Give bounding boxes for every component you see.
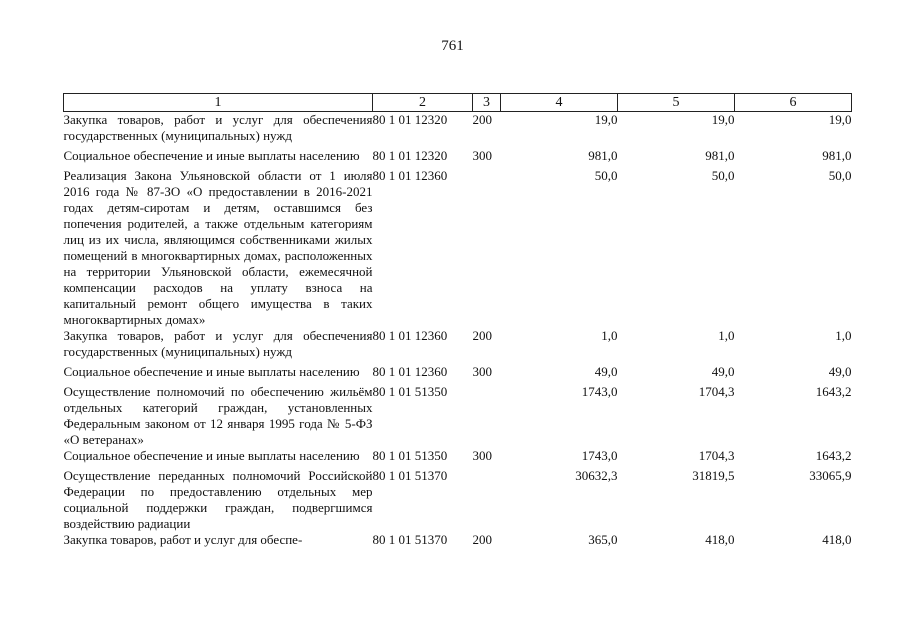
header-cell: 2 — [373, 94, 473, 112]
table-row — [64, 148, 852, 168]
row-value-1: 49,0 — [594, 364, 618, 379]
row-value-2: 19,0 — [711, 112, 735, 127]
row-type: 300 — [472, 448, 492, 463]
row-value-3: 33065,9 — [809, 468, 852, 483]
row-value-3: 1,0 — [835, 328, 852, 343]
row-name: Закупка товаров, работ и услуг для обеспе- — [63, 532, 303, 547]
row-code: 80 1 01 12320 — [372, 148, 448, 163]
table-row — [64, 168, 852, 328]
row-type: 200 — [472, 532, 492, 547]
row-code: 80 1 01 12360 — [372, 328, 448, 343]
row-name: Социальное обеспечение и иные выплаты населению — [63, 448, 360, 463]
table-row — [64, 468, 852, 532]
row-type — [473, 168, 501, 328]
row-value-2: 1704,3 — [698, 384, 735, 399]
header-cell: 4 — [501, 94, 618, 112]
row-value-1: 1743,0 — [581, 448, 618, 463]
row-value-3: 1643,2 — [815, 448, 852, 463]
row-value-1: 1,0 — [601, 328, 618, 343]
row-value-3: 418,0 — [822, 532, 852, 547]
row-name: Закупка товаров, работ и услуг для обеспечения государственных (муниципальных) нужд — [63, 112, 373, 143]
table-row — [64, 364, 852, 384]
row-value-2: 981,0 — [705, 148, 735, 163]
row-name: Осуществление полномочий по обеспечению жильём отдельных категорий граждан, установленных Федеральным законом от 12 января 1995 года № 5-ФЗ «О ветеранах» — [63, 384, 373, 447]
row-name: Осуществление переданных полномочий Российской Федерации по предоставлению отдельных мер социальной поддержки граждан, подвергшимся воздействию радиации — [63, 468, 373, 531]
row-value-1: 50,0 — [594, 168, 618, 183]
header-cell: 5 — [618, 94, 735, 112]
header-cell: 3 — [473, 94, 501, 112]
row-name: Социальное обеспечение и иные выплаты населению — [63, 148, 360, 163]
row-value-1: 19,0 — [594, 112, 618, 127]
row-value-1: 981,0 — [588, 148, 618, 163]
table-row — [64, 384, 852, 448]
page-number: 761 — [441, 38, 464, 54]
row-value-1: 365,0 — [588, 532, 618, 547]
row-type — [473, 384, 501, 448]
row-type — [473, 468, 501, 532]
row-value-2: 50,0 — [711, 168, 735, 183]
table-row — [64, 448, 852, 468]
row-value-2: 49,0 — [711, 364, 735, 379]
row-value-2: 1704,3 — [698, 448, 735, 463]
row-value-1: 1743,0 — [581, 384, 618, 399]
row-type: 200 — [472, 328, 492, 343]
row-value-3: 50,0 — [828, 168, 852, 183]
table-header — [64, 94, 852, 112]
row-value-3: 981,0 — [822, 148, 852, 163]
row-code: 80 1 01 12320 — [372, 112, 448, 127]
table-row — [64, 328, 852, 364]
row-name: Социальное обеспечение и иные выплаты населению — [63, 364, 360, 379]
row-code: 80 1 01 12360 — [372, 168, 448, 183]
row-code: 80 1 01 51370 — [372, 468, 448, 483]
row-value-3: 49,0 — [828, 364, 852, 379]
header-cell: 6 — [735, 94, 852, 112]
row-type: 300 — [472, 148, 492, 163]
budget-table — [63, 93, 852, 548]
row-code: 80 1 01 51350 — [372, 384, 448, 399]
row-code: 80 1 01 12360 — [372, 364, 448, 379]
row-code: 80 1 01 51370 — [372, 532, 448, 547]
row-name: Реализация Закона Ульяновской области от 1 июля 2016 года № 87-ЗО «О предоставлении в 2016-2021 годах детям-сиротам и детям, оставшимся без попечения родителей, а также отдельным категориям лиц из их числа, являющимся собственниками жилых помещений в многоквартирных домах, расположенных на территории Ульяновской области, ежемесячной компенсации расходов на уплату взноса на капитальный ремонт общего имущества в таких многоквартирных домах» — [63, 168, 373, 327]
row-code: 80 1 01 51350 — [372, 448, 448, 463]
row-type: 200 — [472, 112, 492, 127]
row-value-1: 30632,3 — [575, 468, 618, 483]
header-cell: 1 — [64, 94, 373, 112]
row-value-2: 418,0 — [705, 532, 735, 547]
row-value-3: 19,0 — [828, 112, 852, 127]
row-name: Закупка товаров, работ и услуг для обеспечения государственных (муниципальных) нужд — [63, 328, 373, 359]
row-value-2: 1,0 — [718, 328, 735, 343]
row-value-3: 1643,2 — [815, 384, 852, 399]
row-value-2: 31819,5 — [692, 468, 735, 483]
table-row — [64, 112, 852, 149]
table-row — [64, 532, 852, 548]
row-type: 300 — [472, 364, 492, 379]
